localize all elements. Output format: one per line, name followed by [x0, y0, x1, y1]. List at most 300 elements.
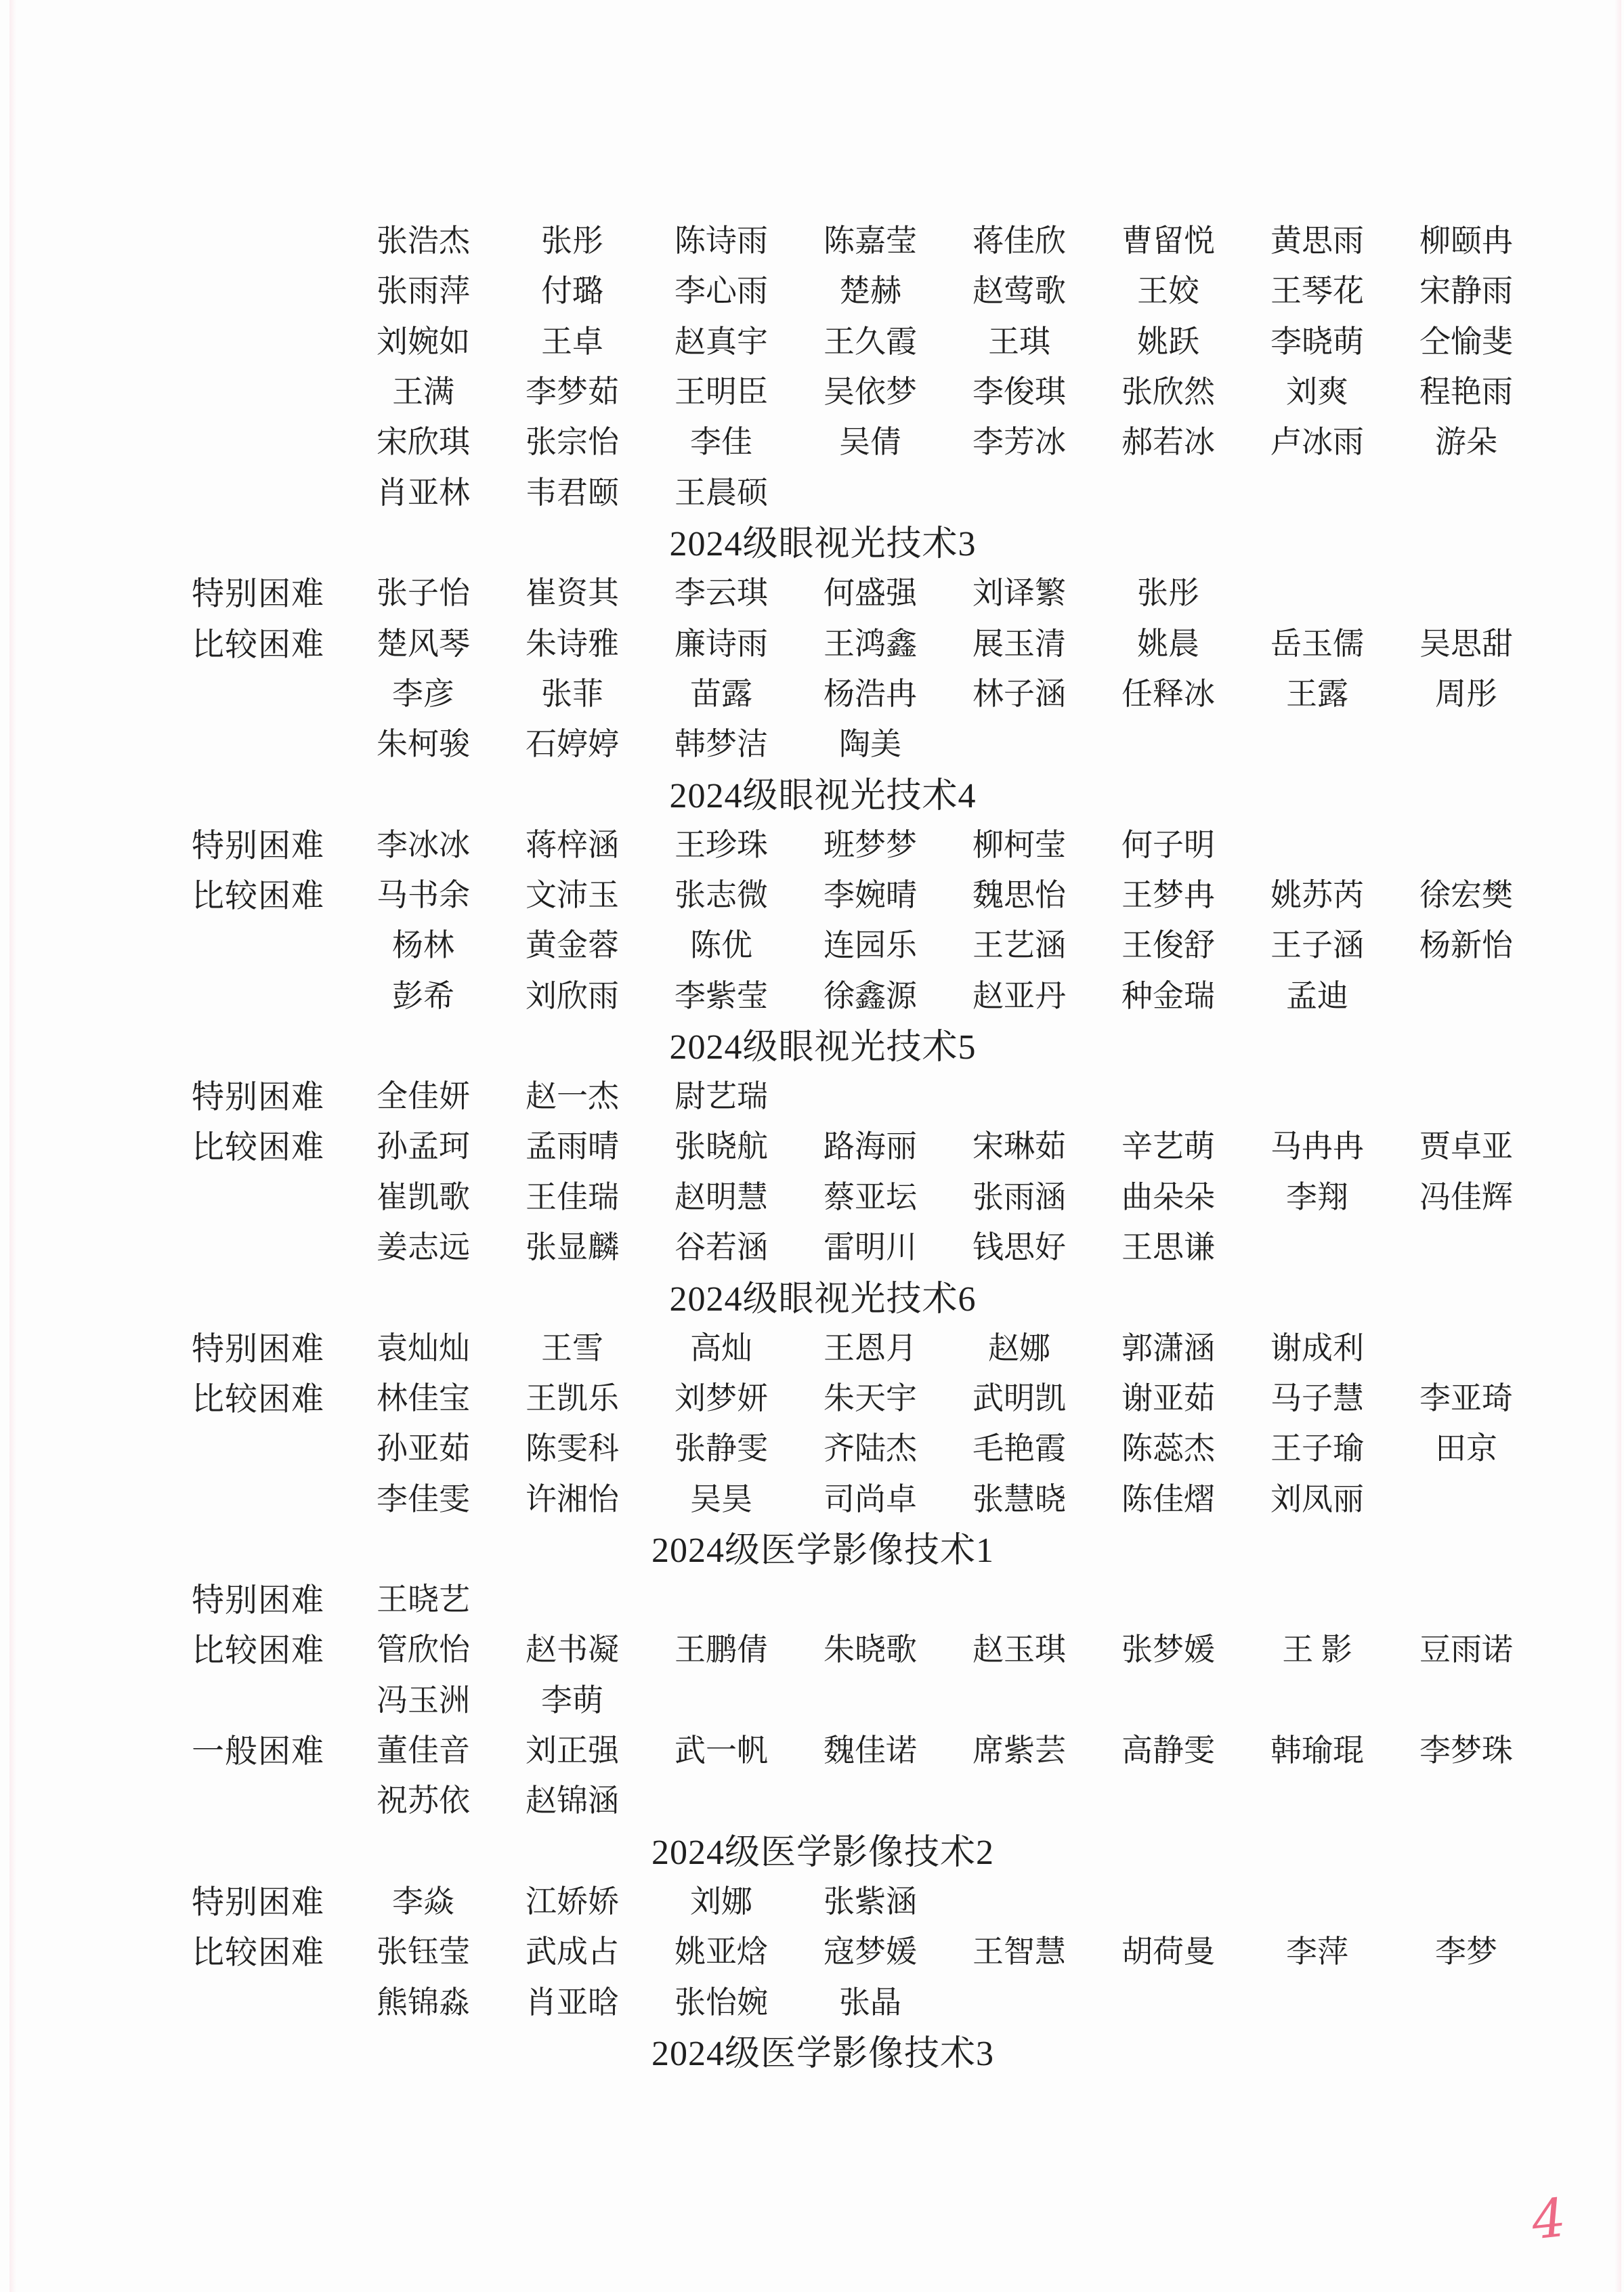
name-cell	[498, 1622, 647, 1672]
name-cell	[796, 314, 945, 364]
name-cell	[945, 1119, 1094, 1169]
name-cell	[647, 1421, 796, 1471]
student-name: 孙亚茹	[377, 1431, 470, 1466]
student-name: 朱诗雅	[526, 626, 619, 661]
name-cell	[647, 1874, 796, 1924]
name-cell	[1392, 213, 1541, 263]
name-cell	[1392, 1371, 1541, 1421]
name-cell	[1094, 1622, 1243, 1672]
name-cell	[796, 868, 945, 918]
student-name: 徐鑫源	[824, 978, 917, 1013]
name-cell	[1094, 1421, 1243, 1471]
student-name: 刘爽	[1286, 375, 1348, 410]
name-cell	[349, 415, 498, 465]
name-cell	[1243, 1119, 1392, 1169]
name-cell	[349, 1773, 498, 1823]
name-cell	[1392, 1723, 1541, 1773]
difficulty-label: 比较困难	[192, 1129, 325, 1166]
student-name: 曹留悦	[1121, 224, 1215, 259]
student-name: 李梦茹	[526, 375, 619, 410]
name-cell	[1094, 213, 1243, 263]
name-cells	[349, 415, 1541, 465]
student-name: 许湘怡	[526, 1481, 619, 1516]
name-cells	[349, 1673, 1541, 1723]
name-cells	[349, 1874, 1541, 1924]
student-row	[0, 1421, 1624, 1471]
student-name: 何子明	[1121, 827, 1215, 862]
student-name: 韩瑜琨	[1270, 1733, 1364, 1768]
name-cell	[498, 818, 647, 868]
name-cell	[647, 616, 796, 666]
name-cell	[647, 1371, 796, 1421]
section-title: 2024级医学影像技术2	[651, 1833, 994, 1873]
name-cells	[349, 1924, 1541, 1974]
difficulty-label: 特别困难	[192, 1331, 325, 1367]
name-cell	[498, 1974, 647, 2024]
student-name: 赵玉琪	[973, 1632, 1066, 1668]
name-cell	[1094, 1321, 1243, 1371]
student-name: 熊锦淼	[377, 1985, 470, 2020]
student-name: 王明臣	[675, 375, 768, 410]
student-name: 吴昊	[690, 1481, 752, 1516]
name-cell	[498, 566, 647, 616]
name-cell	[796, 666, 945, 717]
student-name: 谢成利	[1270, 1330, 1364, 1365]
student-name: 张浩杰	[377, 224, 470, 259]
name-cell	[1243, 1723, 1392, 1773]
name-cells	[349, 566, 1541, 616]
student-name: 崔资其	[526, 576, 619, 611]
name-cell	[349, 1119, 498, 1169]
student-name: 冯玉洲	[377, 1682, 470, 1718]
name-cell	[1243, 1421, 1392, 1471]
name-cell	[349, 263, 498, 314]
student-name: 姚跃	[1137, 324, 1199, 359]
name-cell	[945, 314, 1094, 364]
name-cell	[498, 1421, 647, 1471]
name-cell	[796, 968, 945, 1018]
student-name: 廉诗雨	[675, 626, 768, 661]
student-name: 高静雯	[1121, 1733, 1215, 1768]
student-name: 楚风琴	[377, 626, 470, 661]
name-cell	[945, 818, 1094, 868]
student-name: 刘娜	[690, 1884, 752, 1919]
name-cell	[349, 616, 498, 666]
student-row	[0, 968, 1624, 1018]
student-name: 朱柯骏	[377, 727, 470, 762]
name-cell	[796, 213, 945, 263]
name-cell	[1243, 1321, 1392, 1371]
name-cell	[945, 616, 1094, 666]
name-cell	[1243, 968, 1392, 1018]
name-cell	[498, 1723, 647, 1773]
student-name: 寇梦媛	[824, 1934, 917, 1970]
student-name: 武明凯	[973, 1380, 1066, 1416]
student-name: 姚苏芮	[1270, 878, 1364, 912]
name-cell	[1392, 415, 1541, 465]
student-name: 蒋梓涵	[526, 827, 619, 862]
name-cell	[647, 566, 796, 616]
name-cells	[349, 213, 1541, 263]
name-cell	[796, 818, 945, 868]
student-name: 张静雯	[675, 1431, 768, 1466]
student-name: 席紫芸	[973, 1733, 1066, 1768]
name-cell	[796, 1974, 945, 2024]
name-cell	[498, 868, 647, 918]
student-name: 姚晨	[1137, 626, 1199, 661]
name-cell	[349, 465, 498, 515]
name-cell	[1094, 1220, 1243, 1270]
name-cells	[349, 968, 1541, 1018]
student-name: 吴倩	[839, 425, 901, 460]
student-name: 赵一杰	[526, 1079, 619, 1114]
name-cell	[349, 213, 498, 263]
name-cell	[796, 1421, 945, 1471]
name-cells	[349, 263, 1541, 314]
student-name: 马书余	[377, 878, 470, 912]
student-name: 柳柯莹	[973, 827, 1066, 862]
student-row	[0, 1170, 1624, 1220]
student-name: 张菲	[541, 676, 603, 711]
student-list	[0, 213, 1624, 2075]
name-cell	[349, 1874, 498, 1924]
name-cell	[945, 415, 1094, 465]
student-row	[0, 666, 1624, 717]
student-name: 张钰莹	[377, 1934, 470, 1970]
student-name: 李冰冰	[377, 827, 470, 862]
name-cells	[349, 868, 1541, 918]
student-name: 种金瑞	[1121, 978, 1215, 1013]
name-cell	[1243, 1471, 1392, 1521]
difficulty-label: 比较困难	[192, 627, 325, 663]
section-title-row	[0, 515, 1624, 566]
student-name: 陈诗雨	[675, 224, 768, 259]
name-cell	[945, 566, 1094, 616]
student-name: 李梦珠	[1419, 1733, 1513, 1768]
name-cell	[647, 1471, 796, 1521]
name-cell	[1392, 1170, 1541, 1220]
student-name: 毛艳霞	[973, 1431, 1066, 1466]
student-name: 王满	[392, 375, 454, 410]
name-cell	[945, 868, 1094, 918]
name-cell	[349, 1723, 498, 1773]
student-name: 张紫涵	[824, 1884, 917, 1919]
student-name: 柳颐冉	[1419, 224, 1513, 259]
section-title: 2024级眼视光技术3	[669, 525, 977, 564]
student-row	[0, 1220, 1624, 1270]
student-name: 赵真宇	[675, 324, 768, 359]
student-row	[0, 213, 1624, 263]
name-cell	[1094, 868, 1243, 918]
name-cell	[1243, 1924, 1392, 1974]
student-name: 马冉冉	[1270, 1129, 1364, 1164]
student-name: 祝苏依	[377, 1783, 470, 1819]
student-name: 刘正强	[526, 1733, 619, 1768]
name-cells	[349, 1572, 1541, 1622]
student-name: 司尚卓	[824, 1481, 917, 1516]
name-cell	[1094, 1723, 1243, 1773]
student-name: 杨新怡	[1419, 928, 1513, 963]
name-cells	[349, 717, 1541, 767]
name-cell	[498, 1924, 647, 1974]
student-name: 黄金蓉	[526, 928, 619, 963]
student-name: 王琪	[988, 324, 1050, 359]
student-name: 蒋佳欣	[973, 224, 1066, 259]
name-cell	[349, 1321, 498, 1371]
student-name: 管欣怡	[377, 1632, 470, 1668]
student-row	[0, 1119, 1624, 1169]
student-name: 李亚琦	[1419, 1380, 1513, 1416]
name-cells	[349, 1170, 1541, 1220]
name-cell	[1392, 1924, 1541, 1974]
name-cell	[647, 465, 796, 515]
student-name: 张怡婉	[675, 1985, 768, 2020]
section-title-wrap	[22, 1823, 1624, 1874]
name-cell	[647, 263, 796, 314]
name-cell	[945, 1321, 1094, 1371]
name-cell	[349, 1069, 498, 1119]
student-name: 赵书凝	[526, 1632, 619, 1668]
student-name: 朱晓歌	[824, 1632, 917, 1668]
name-cells	[349, 1119, 1541, 1169]
student-name: 董佳音	[377, 1733, 470, 1768]
student-name: 陈雯科	[526, 1431, 619, 1466]
student-name: 王梦冉	[1121, 878, 1215, 912]
name-cell	[647, 1321, 796, 1371]
student-name: 张欣然	[1121, 375, 1215, 410]
section-title-row	[0, 1270, 1624, 1320]
student-row	[0, 1572, 1624, 1622]
student-name: 卢冰雨	[1270, 425, 1364, 460]
name-cell	[647, 1723, 796, 1773]
section-title: 2024级医学影像技术1	[651, 1531, 994, 1571]
name-cell	[349, 968, 498, 1018]
student-name: 全佳妍	[377, 1079, 470, 1114]
name-cell	[349, 717, 498, 767]
name-cell	[647, 717, 796, 767]
name-cell	[1392, 666, 1541, 717]
name-cell	[1094, 263, 1243, 314]
student-name: 宋琳茹	[973, 1129, 1066, 1164]
name-cells	[349, 1421, 1541, 1471]
student-name: 孟迪	[1286, 978, 1348, 1013]
section-title-wrap	[22, 1521, 1624, 1572]
student-name: 田京	[1435, 1431, 1497, 1466]
student-name: 陈优	[690, 928, 752, 963]
name-cells	[349, 616, 1541, 666]
student-name: 李俊琪	[973, 375, 1066, 410]
student-row	[0, 1924, 1624, 1974]
student-name: 郝若冰	[1121, 425, 1215, 460]
section-title-row	[0, 1019, 1624, 1069]
name-cell	[1094, 1924, 1243, 1974]
student-name: 楚赫	[839, 274, 901, 309]
name-cell	[498, 1673, 647, 1723]
student-name: 赵娜	[988, 1330, 1050, 1365]
student-name: 张梦媛	[1121, 1632, 1215, 1668]
name-cell	[1094, 968, 1243, 1018]
student-name: 张慧晓	[973, 1481, 1066, 1516]
student-name: 张宗怡	[526, 425, 619, 460]
name-cell	[1243, 666, 1392, 717]
name-cell	[349, 1170, 498, 1220]
section-title-row	[0, 1824, 1624, 1874]
student-name: 王智慧	[973, 1934, 1066, 1970]
student-name: 杨浩冉	[824, 676, 917, 711]
name-cell	[349, 1371, 498, 1421]
name-cell	[945, 364, 1094, 415]
name-cell	[647, 364, 796, 415]
student-name: 王俊舒	[1121, 928, 1215, 963]
student-name: 高灿	[690, 1330, 752, 1365]
student-name: 宋欣琪	[377, 425, 470, 460]
name-cell	[647, 1119, 796, 1169]
name-cell	[796, 918, 945, 968]
student-name: 张显麟	[526, 1230, 619, 1265]
name-cell	[498, 1069, 647, 1119]
section-title-wrap	[22, 767, 1624, 818]
student-name: 武一帆	[675, 1733, 768, 1768]
student-name: 刘梦妍	[675, 1380, 768, 1416]
name-cell	[945, 1170, 1094, 1220]
student-name: 王艺涵	[973, 928, 1066, 963]
student-name: 路海丽	[824, 1129, 917, 1164]
student-name: 江娇娇	[526, 1884, 619, 1919]
name-cell	[796, 1471, 945, 1521]
name-cell	[647, 1069, 796, 1119]
student-name: 张雨萍	[377, 274, 470, 309]
student-name: 岳玉儒	[1270, 626, 1364, 661]
name-cell	[945, 1220, 1094, 1270]
student-name: 孙孟珂	[377, 1129, 470, 1164]
name-cell	[1243, 263, 1392, 314]
name-cell	[796, 1622, 945, 1672]
student-row	[0, 1723, 1624, 1773]
name-cell	[1094, 415, 1243, 465]
name-cell	[796, 1321, 945, 1371]
name-cell	[1094, 1471, 1243, 1521]
student-name: 谢亚茹	[1121, 1380, 1215, 1416]
student-name: 徐宏樊	[1419, 878, 1513, 912]
student-name: 韦君颐	[526, 475, 619, 510]
name-cell	[1243, 415, 1392, 465]
student-row	[0, 1773, 1624, 1823]
student-name: 赵亚丹	[973, 978, 1066, 1013]
student-row	[0, 1974, 1624, 2024]
name-cell	[1094, 314, 1243, 364]
student-name: 李云琪	[675, 576, 768, 611]
student-name: 刘婉如	[377, 324, 470, 359]
difficulty-label: 特别困难	[192, 1079, 325, 1116]
student-name: 苗露	[690, 676, 752, 711]
student-row	[0, 263, 1624, 314]
difficulty-label: 比较困难	[192, 878, 325, 914]
name-cell	[349, 1673, 498, 1723]
student-name: 李萌	[541, 1682, 603, 1718]
name-cell	[349, 918, 498, 968]
student-name: 付璐	[541, 274, 603, 309]
name-cell	[498, 918, 647, 968]
name-cell	[1392, 1622, 1541, 1672]
student-name: 王佳瑞	[526, 1179, 619, 1214]
student-name: 王卓	[541, 324, 603, 359]
student-name: 吴思甜	[1419, 626, 1513, 661]
section-title-wrap	[22, 1270, 1624, 1321]
name-cell	[796, 1119, 945, 1169]
name-cell	[498, 263, 647, 314]
name-cell	[945, 1924, 1094, 1974]
name-cells	[349, 1723, 1541, 1773]
name-cell	[349, 314, 498, 364]
name-cells	[349, 314, 1541, 364]
name-cell	[1094, 1119, 1243, 1169]
name-cell	[349, 818, 498, 868]
name-cell	[498, 616, 647, 666]
student-name: 孟雨晴	[526, 1129, 619, 1164]
student-row	[0, 1622, 1624, 1672]
name-cell	[945, 666, 1094, 717]
difficulty-label: 比较困难	[192, 1632, 325, 1669]
student-name: 吴依梦	[824, 375, 917, 410]
student-name: 张子怡	[377, 576, 470, 611]
student-name: 张志微	[675, 878, 768, 912]
student-name: 朱天宇	[824, 1380, 917, 1416]
student-name: 辛艺萌	[1121, 1129, 1215, 1164]
student-name: 刘凤丽	[1270, 1481, 1364, 1516]
name-cell	[349, 1974, 498, 2024]
student-name: 姜志远	[377, 1230, 470, 1265]
name-cell	[1094, 818, 1243, 868]
name-cell	[796, 616, 945, 666]
student-row	[0, 1371, 1624, 1421]
student-name: 李芳冰	[973, 425, 1066, 460]
name-cell	[647, 968, 796, 1018]
name-cell	[796, 1723, 945, 1773]
student-name: 陈佳熠	[1121, 1481, 1215, 1516]
name-cell	[498, 314, 647, 364]
name-cell	[945, 263, 1094, 314]
name-cell	[349, 1421, 498, 1471]
student-name: 李彦	[392, 676, 454, 711]
student-name: 马子慧	[1270, 1380, 1364, 1416]
name-cell	[1243, 314, 1392, 364]
name-cell	[796, 364, 945, 415]
name-cell	[349, 666, 498, 717]
name-cell	[1392, 918, 1541, 968]
name-cells	[349, 1773, 1541, 1823]
student-name: 李心雨	[675, 274, 768, 309]
student-row	[0, 364, 1624, 415]
student-name: 谷若涵	[675, 1230, 768, 1265]
name-cell	[647, 213, 796, 263]
name-cells	[349, 1321, 1541, 1371]
name-cell	[349, 1572, 498, 1622]
student-name: 展玉清	[973, 626, 1066, 661]
student-name: 李梦	[1435, 1934, 1497, 1970]
student-name: 韩梦洁	[675, 727, 768, 762]
student-row	[0, 415, 1624, 465]
student-name: 张彤	[1137, 576, 1199, 611]
name-cell	[945, 968, 1094, 1018]
student-row	[0, 566, 1624, 616]
student-name: 姚亚焓	[675, 1934, 768, 1970]
name-cell	[1094, 918, 1243, 968]
student-name: 陶美	[839, 727, 901, 762]
name-cell	[1094, 666, 1243, 717]
student-name: 李紫莹	[675, 978, 768, 1013]
student-name: 赵莺歌	[973, 274, 1066, 309]
student-name: 李萍	[1286, 1934, 1348, 1970]
